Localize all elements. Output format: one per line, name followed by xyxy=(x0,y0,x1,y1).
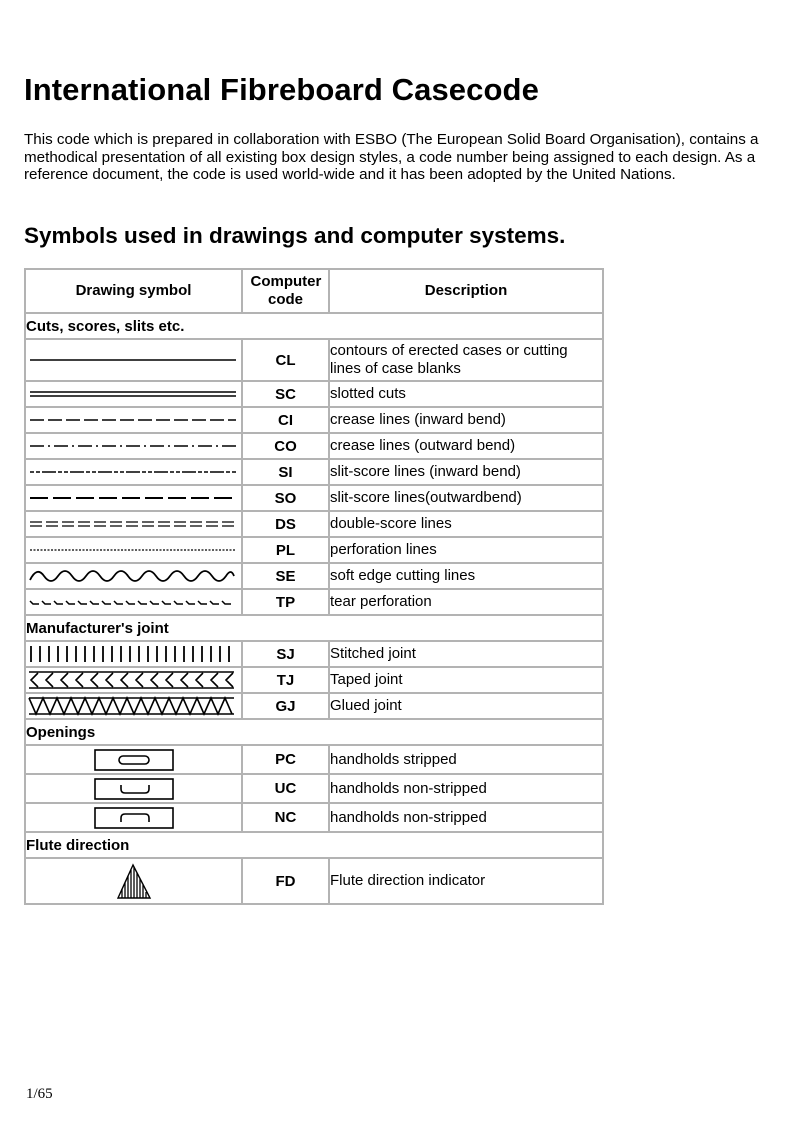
row-code: FD xyxy=(242,858,329,904)
row-code: TP xyxy=(242,589,329,615)
row-description: slit-score lines (inward bend) xyxy=(329,459,603,485)
wave-line-icon xyxy=(26,566,237,586)
table-row xyxy=(25,803,603,832)
table-row xyxy=(25,774,603,803)
group-cuts-scores: Cuts, scores, slits etc. xyxy=(25,313,603,339)
table-row xyxy=(25,589,603,615)
intro-paragraph: This code which is prepared in collaboration with ESBO (The European Solid Board Organisation), contains a methodical presentation of all existing box design styles, a code number being assigned to each design. As a reference document, the code is used world-wide and it has been adopted by the United Nations. xyxy=(24,131,759,184)
table-row xyxy=(25,381,603,407)
row-code: CO xyxy=(242,433,329,459)
row-code: CI xyxy=(242,407,329,433)
table-row xyxy=(25,667,603,693)
page-number: 1/65 xyxy=(26,1086,53,1102)
header-computer-code-label: Computer code xyxy=(250,273,322,308)
row-description: handholds stripped xyxy=(329,745,603,774)
double-dash-line-icon xyxy=(26,518,237,530)
table-row xyxy=(25,641,603,667)
dash-dot-line-icon xyxy=(26,440,237,452)
row-code: SE xyxy=(242,563,329,589)
group-manufacturers-joint: Manufacturer's joint xyxy=(25,615,603,641)
row-code: SC xyxy=(242,381,329,407)
table-row xyxy=(25,407,603,433)
table-row xyxy=(25,563,603,589)
slit-score-outward-icon xyxy=(26,492,237,504)
row-code: UC xyxy=(242,774,329,803)
page-title: International Fibreboard Casecode xyxy=(24,72,539,107)
slit-score-inward-icon xyxy=(26,466,237,478)
header-description: Description xyxy=(329,269,603,313)
row-description: Taped joint xyxy=(329,667,603,693)
row-description: crease lines (outward bend) xyxy=(329,433,603,459)
row-description: slotted cuts xyxy=(329,381,603,407)
group-openings: Openings xyxy=(25,719,603,745)
row-description: handholds non-stripped xyxy=(329,774,603,803)
header-computer-code xyxy=(242,269,329,313)
handhold-non-stripped-flap-icon xyxy=(26,806,237,830)
handhold-non-stripped-icon xyxy=(26,777,237,801)
dotted-line-icon xyxy=(26,544,237,556)
group-flute-direction: Flute direction xyxy=(25,832,603,858)
row-code: TJ xyxy=(242,667,329,693)
double-line-icon xyxy=(26,388,237,400)
row-description: crease lines (inward bend) xyxy=(329,407,603,433)
row-code: PC xyxy=(242,745,329,774)
long-dash-line-icon xyxy=(26,414,237,426)
row-code: SO xyxy=(242,485,329,511)
table-row xyxy=(25,485,603,511)
zigzag-glue-icon xyxy=(26,696,237,716)
row-description: contours of erected cases or cutting lines of case blanks xyxy=(329,339,603,381)
row-code: PL xyxy=(242,537,329,563)
row-description: Glued joint xyxy=(329,693,603,719)
table-row xyxy=(25,858,603,904)
row-description: soft edge cutting lines xyxy=(329,563,603,589)
solid-line-icon xyxy=(26,354,237,366)
table-row xyxy=(25,693,603,719)
handhold-stripped-icon xyxy=(26,748,237,772)
row-description: Stitched joint xyxy=(329,641,603,667)
symbols-table xyxy=(24,268,604,905)
header-drawing-symbol: Drawing symbol xyxy=(25,269,242,313)
chevron-tape-icon xyxy=(26,670,237,690)
flute-direction-icon xyxy=(26,861,237,901)
row-description: handholds non-stripped xyxy=(329,803,603,832)
table-row xyxy=(25,537,603,563)
tear-perforation-icon xyxy=(26,596,237,608)
row-code: NC xyxy=(242,803,329,832)
row-description: double-score lines xyxy=(329,511,603,537)
row-code: GJ xyxy=(242,693,329,719)
table-row xyxy=(25,433,603,459)
row-description: slit-score lines(outwardbend) xyxy=(329,485,603,511)
row-description: Flute direction indicator xyxy=(329,858,603,904)
row-code: DS xyxy=(242,511,329,537)
table-header-row xyxy=(25,269,603,313)
table-row xyxy=(25,459,603,485)
row-description: perforation lines xyxy=(329,537,603,563)
table-row xyxy=(25,511,603,537)
table-row xyxy=(25,339,603,381)
section-title: Symbols used in drawings and computer systems. xyxy=(24,223,566,248)
row-code: CL xyxy=(242,339,329,381)
row-description: tear perforation xyxy=(329,589,603,615)
stitch-marks-icon xyxy=(26,644,237,664)
table-row xyxy=(25,745,603,774)
row-code: SJ xyxy=(242,641,329,667)
row-code: SI xyxy=(242,459,329,485)
